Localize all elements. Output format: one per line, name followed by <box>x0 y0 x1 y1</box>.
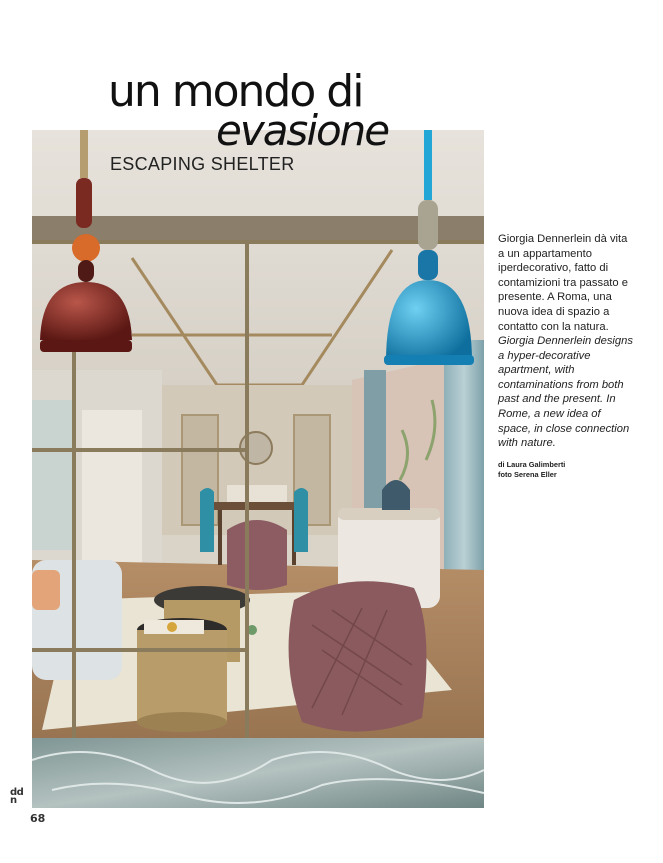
radiator-panel <box>82 410 142 570</box>
article-title-line1: un mondo di <box>108 66 363 117</box>
page-number: 68 <box>30 812 46 825</box>
marble-strip <box>32 738 484 808</box>
credit-photo: foto Serena Eller <box>498 470 557 479</box>
cushion <box>32 570 60 610</box>
magazine-logo <box>10 789 30 805</box>
logo-line1: dd <box>10 787 24 798</box>
article-subtitle: ESCAPING SHELTER <box>110 154 295 174</box>
back-armchair <box>227 520 287 590</box>
brass-pedestal <box>137 630 227 722</box>
article-title-line2: evasione <box>216 106 389 155</box>
logo-line2: n <box>10 795 17 806</box>
dining-chair-left <box>200 488 214 552</box>
left-window <box>32 400 72 550</box>
front-armchair <box>289 581 427 731</box>
credit-author: di Laura Galimberti <box>498 460 566 469</box>
credits <box>498 460 638 480</box>
intro-italian: Giorgia Dennerlein dà vita a un appartamento iperdecorativo, fatto di contamizioni tra passato e presente. A Roma, una nuova idea di spazio a contatto con la natura. <box>498 233 628 333</box>
intro-english: Giorgia Dennerlein designs a hyper-decorative apartment, with contaminations from both past and the present. In Rome, a new idea of space, in close connection with nature. <box>498 335 633 450</box>
dining-chair-right <box>294 488 308 552</box>
hero-photo <box>32 130 484 808</box>
interior-illustration <box>32 130 484 808</box>
ceiling-beam <box>32 216 484 244</box>
dining-table <box>212 502 302 510</box>
